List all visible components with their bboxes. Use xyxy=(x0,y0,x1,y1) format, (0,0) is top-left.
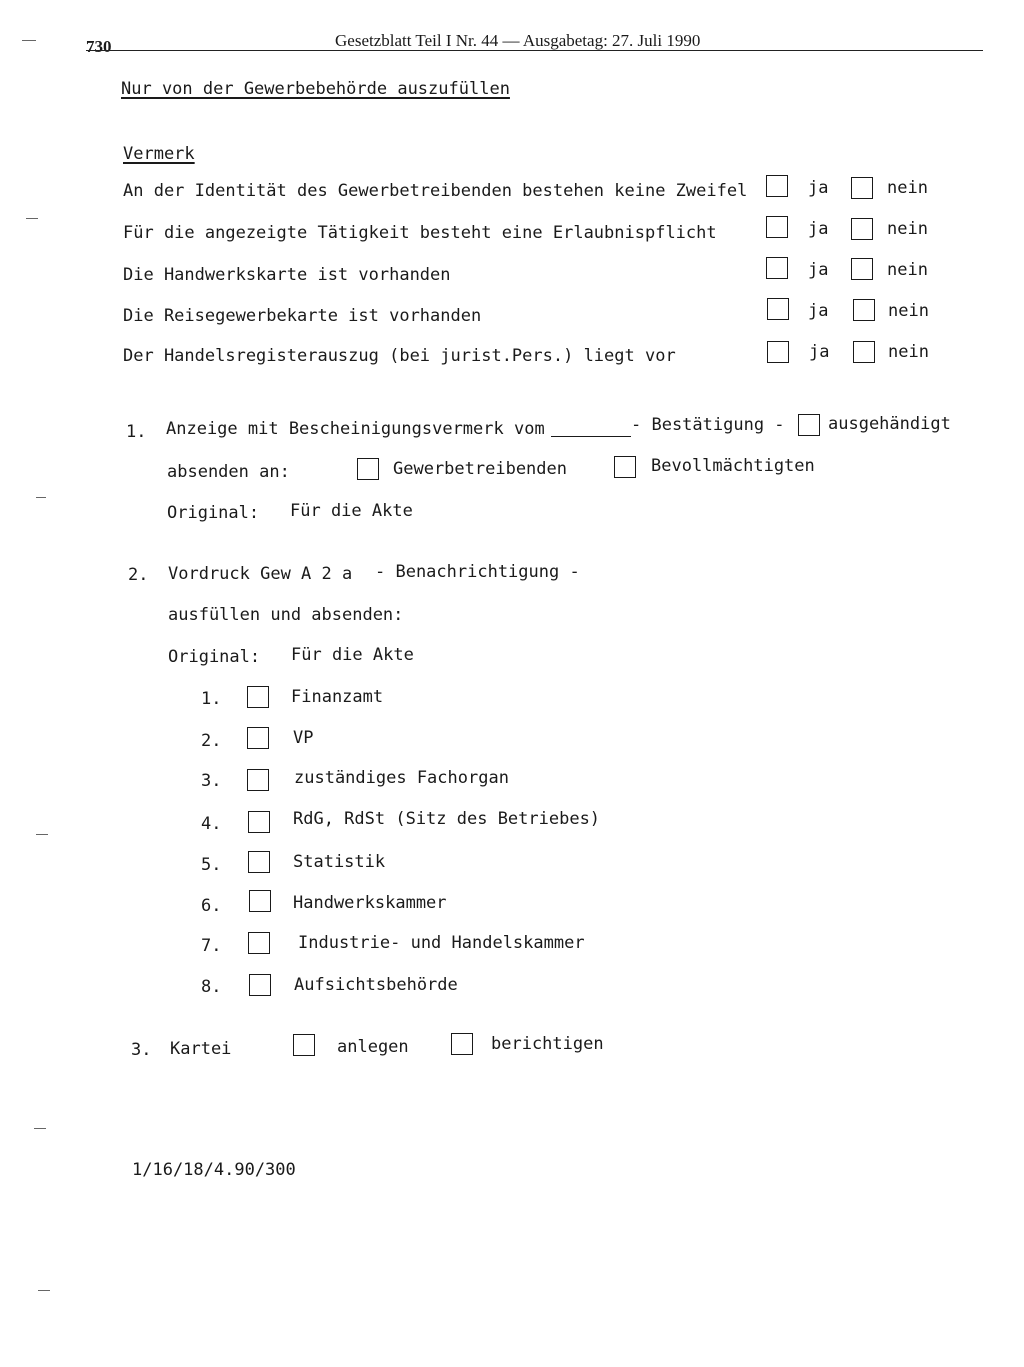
recipient-checkbox[interactable] xyxy=(248,811,270,833)
recipient-label: Finanzamt xyxy=(291,687,384,707)
recipient-checkbox[interactable] xyxy=(247,727,269,749)
yes-checkbox[interactable] xyxy=(766,175,788,197)
handed-out-checkbox[interactable] xyxy=(798,414,820,436)
recipient-number: 5. xyxy=(201,855,222,875)
no-label: nein xyxy=(887,219,928,239)
create-record-checkbox[interactable] xyxy=(293,1034,315,1056)
date-blank-line[interactable] xyxy=(551,436,631,437)
recipient-label: Industrie- und Handelskammer xyxy=(298,933,585,953)
correct-record-label: berichtigen xyxy=(491,1034,604,1054)
yes-checkbox[interactable] xyxy=(767,341,789,363)
yes-label: ja xyxy=(808,260,829,280)
correct-record-checkbox[interactable] xyxy=(451,1033,473,1055)
yes-checkbox[interactable] xyxy=(767,298,789,320)
handed-out-label: ausgehändigt xyxy=(828,414,951,434)
vermerk-heading: Vermerk xyxy=(123,144,195,164)
recipient-number: 4. xyxy=(201,814,222,834)
recipient-checkbox[interactable] xyxy=(248,932,270,954)
vermerk-row-text: Die Handwerkskarte ist vorhanden xyxy=(123,265,451,285)
original-label: Original: xyxy=(167,503,260,523)
recipient-label: VP xyxy=(293,728,314,748)
recipient-checkbox[interactable] xyxy=(249,890,271,912)
scan-mark xyxy=(36,834,48,835)
gazette-header-title: Gesetzblatt Teil I Nr. 44 — Ausgabetag: 27. Juli 1990 xyxy=(335,31,701,50)
recipient-checkbox[interactable] xyxy=(247,686,269,708)
item1-text: Anzeige mit Bescheinigungsvermerk vom xyxy=(166,419,545,439)
vermerk-row-text: An der Identität des Gewerbetreibenden bestehen keine Zweifel xyxy=(123,181,748,201)
item2-number: 2. xyxy=(128,565,149,585)
recipient-number: 8. xyxy=(201,977,222,997)
form-code: 1/16/18/4.90/300 xyxy=(132,1160,296,1180)
section-title: Nur von der Gewerbebehörde auszufüllen xyxy=(121,79,510,99)
item1-number: 1. xyxy=(126,422,147,442)
vermerk-row-text: Die Reisegewerbekarte ist vorhanden xyxy=(123,306,482,326)
tradesperson-label: Gewerbetreibenden xyxy=(393,459,567,479)
yes-label: ja xyxy=(809,342,830,362)
send-to-label: absenden an: xyxy=(167,462,290,482)
item2-text: Vordruck Gew A 2 a xyxy=(168,564,353,584)
no-label: nein xyxy=(887,178,928,198)
header-rule xyxy=(86,50,983,51)
original-value: Für die Akte xyxy=(290,501,413,521)
no-checkbox[interactable] xyxy=(853,299,875,321)
yes-checkbox[interactable] xyxy=(766,257,788,279)
recipient-checkbox[interactable] xyxy=(249,974,271,996)
no-label: nein xyxy=(887,260,928,280)
no-label: nein xyxy=(888,301,929,321)
no-checkbox[interactable] xyxy=(851,177,873,199)
scan-mark xyxy=(34,1128,46,1129)
original-label: Original: xyxy=(168,647,261,667)
confirmation-label: - Bestätigung - xyxy=(631,415,785,435)
scan-mark xyxy=(26,218,38,219)
no-checkbox[interactable] xyxy=(853,341,875,363)
recipient-checkbox[interactable] xyxy=(247,769,269,791)
scan-mark xyxy=(38,1290,50,1291)
vermerk-row-text: Für die angezeigte Tätigkeit besteht eine Erlaubnispflicht xyxy=(123,223,717,243)
tradesperson-checkbox[interactable] xyxy=(357,458,379,480)
recipient-number: 3. xyxy=(201,771,222,791)
fill-and-send-label: ausfüllen und absenden: xyxy=(168,605,404,625)
vermerk-row-text: Der Handelsregisterauszug (bei jurist.Pers.) liegt vor xyxy=(123,346,676,366)
yes-label: ja xyxy=(808,301,829,321)
scan-mark xyxy=(22,40,36,41)
recipient-label: Statistik xyxy=(293,852,386,872)
recipient-label: Handwerkskammer xyxy=(293,893,447,913)
yes-label: ja xyxy=(808,219,829,239)
yes-checkbox[interactable] xyxy=(766,216,788,238)
authorized-agent-label: Bevollmächtigten xyxy=(651,456,815,476)
original-value: Für die Akte xyxy=(291,645,414,665)
create-record-label: anlegen xyxy=(337,1037,409,1057)
yes-label: ja xyxy=(808,178,829,198)
notification-label: - Benachrichtigung - xyxy=(375,562,580,582)
recipient-label: RdG, RdSt (Sitz des Betriebes) xyxy=(293,809,601,829)
no-checkbox[interactable] xyxy=(851,258,873,280)
page-number: 730 xyxy=(86,37,112,56)
recipient-number: 1. xyxy=(201,689,222,709)
kartei-label: Kartei xyxy=(170,1039,232,1059)
no-checkbox[interactable] xyxy=(851,218,873,240)
recipient-number: 6. xyxy=(201,896,222,916)
recipient-number: 2. xyxy=(201,731,222,751)
recipient-checkbox[interactable] xyxy=(248,851,270,873)
recipient-label: Aufsichtsbehörde xyxy=(294,975,458,995)
scan-mark xyxy=(36,497,46,498)
no-label: nein xyxy=(888,342,929,362)
authorized-agent-checkbox[interactable] xyxy=(614,456,636,478)
recipient-number: 7. xyxy=(201,936,222,956)
recipient-label: zuständiges Fachorgan xyxy=(294,768,509,788)
item3-number: 3. xyxy=(131,1040,152,1060)
